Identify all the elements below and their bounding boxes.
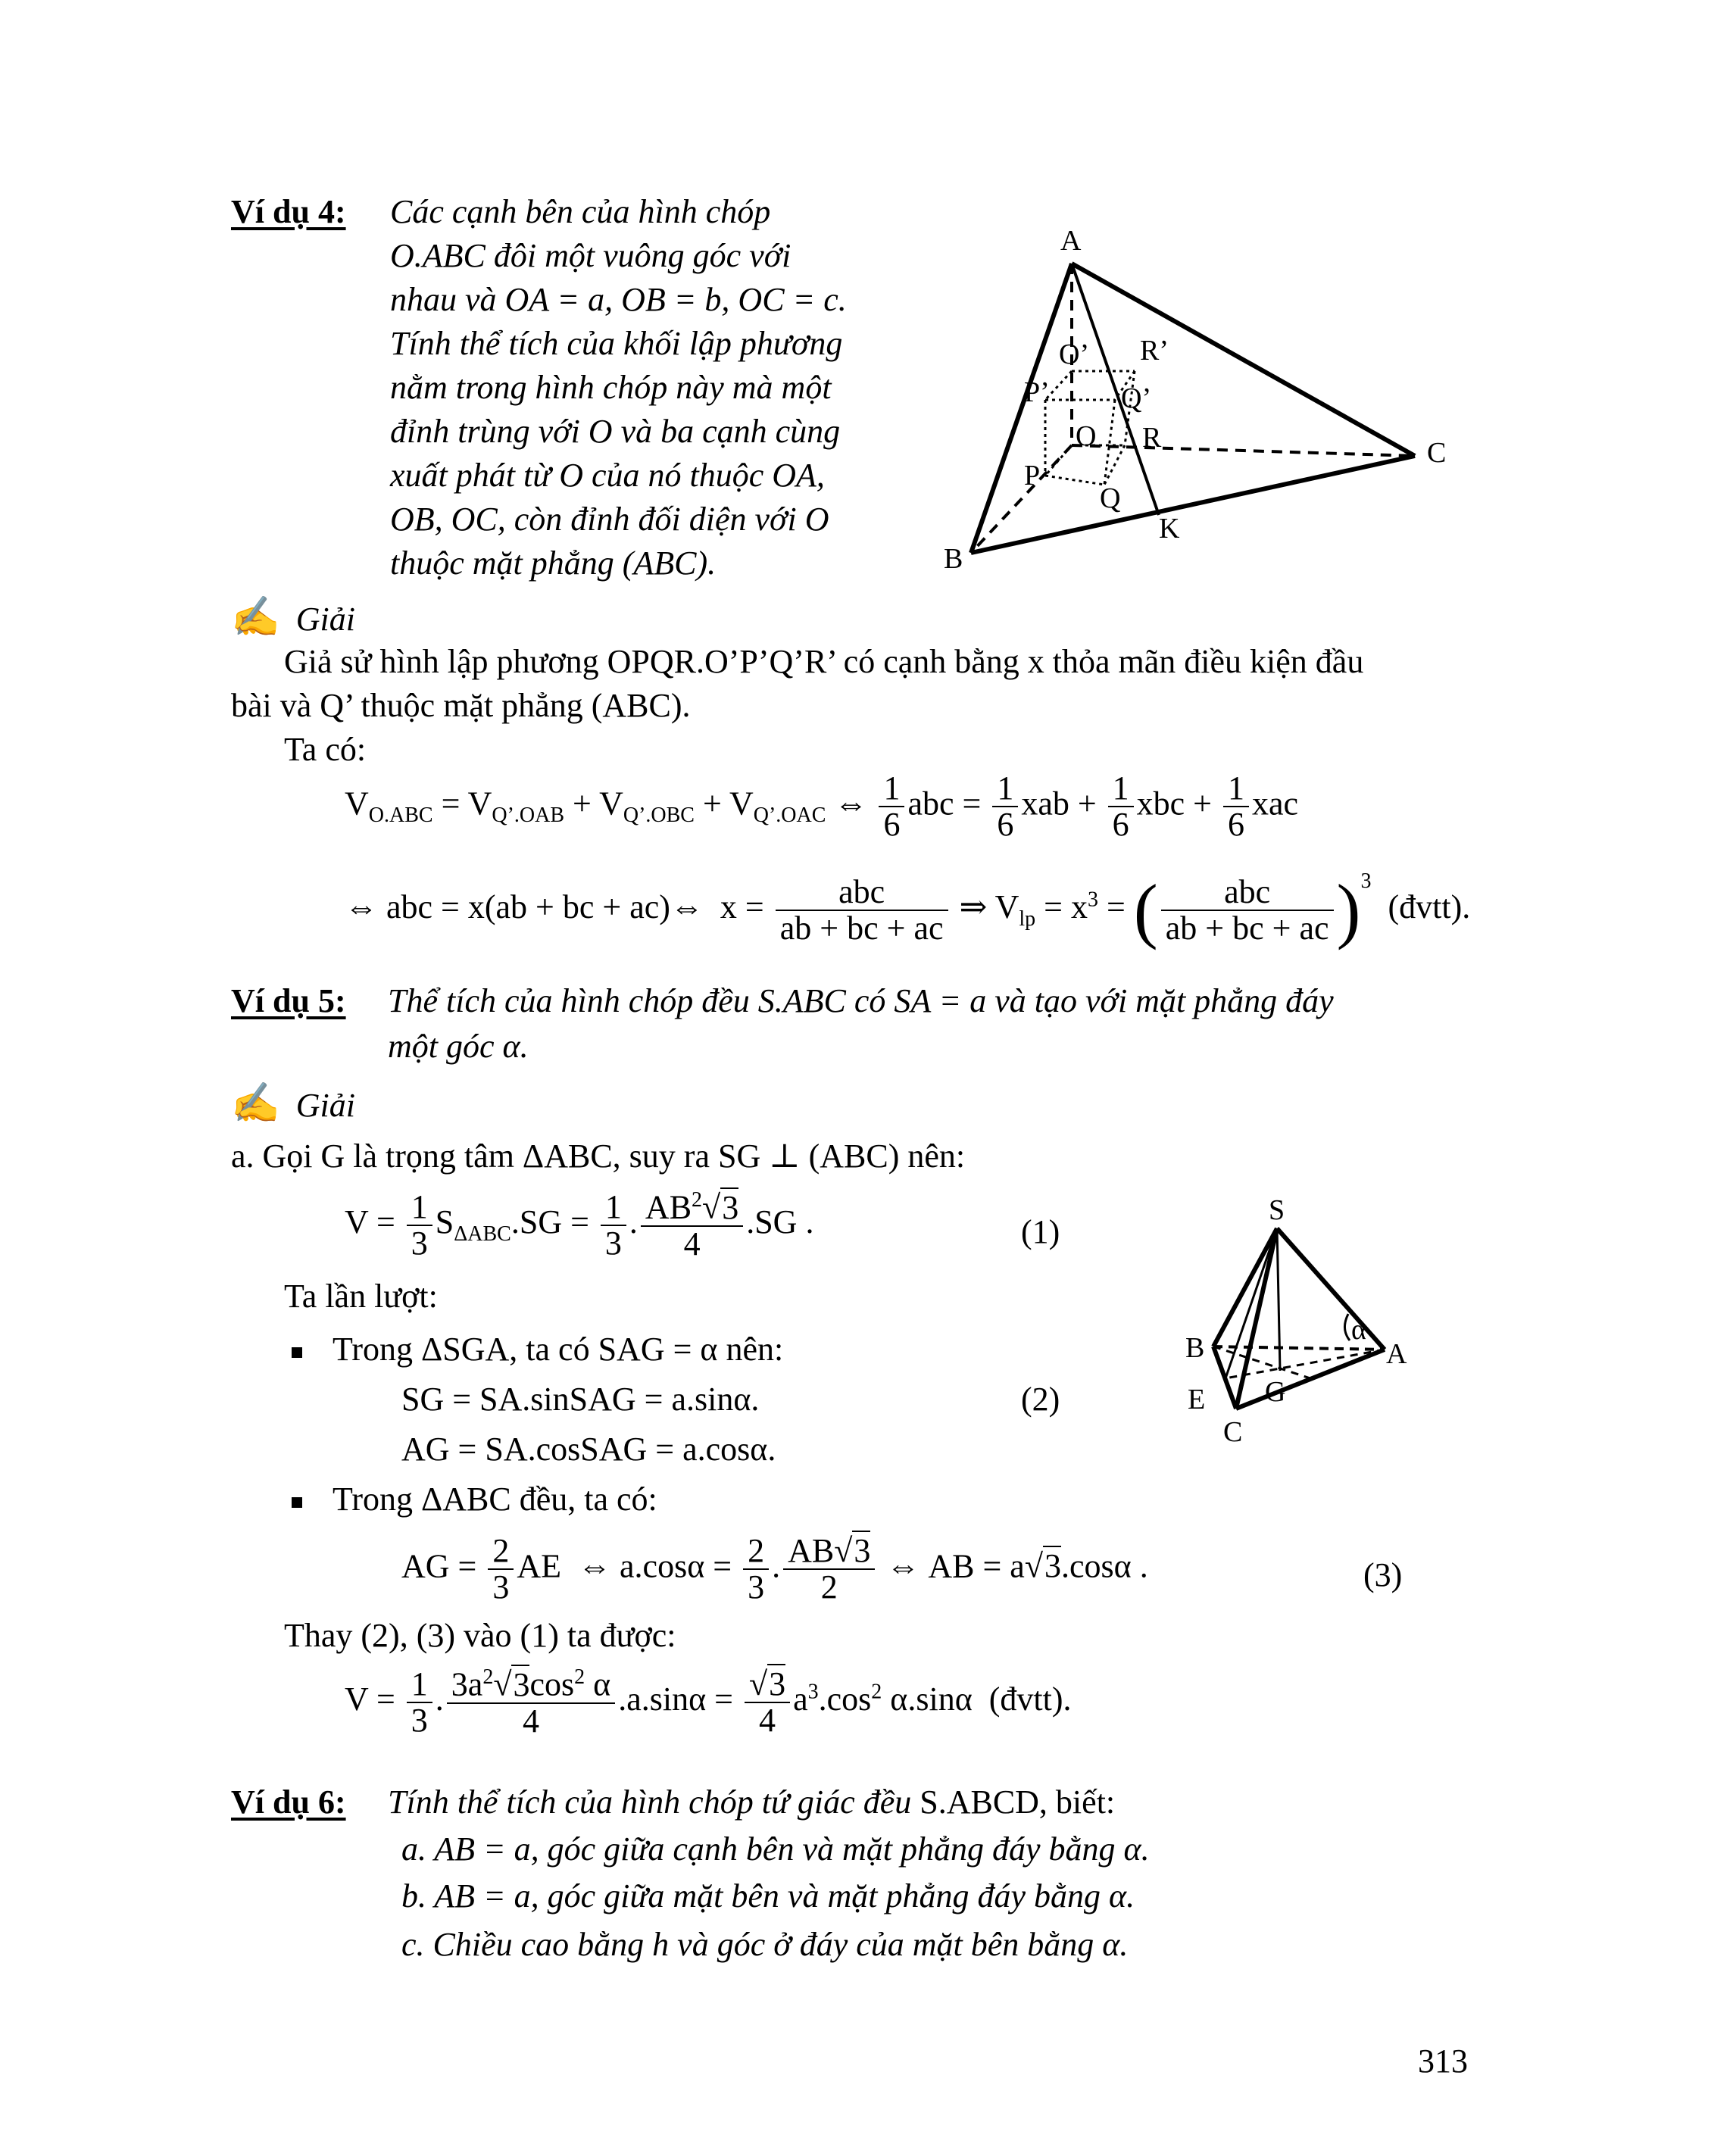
label-Q: Q [1100, 482, 1121, 514]
label-S: S [1269, 1194, 1285, 1226]
ex4-text-line2: O.ABC đôi một vuông góc với [390, 237, 792, 274]
sol5-bullet1: Trong ΔSGA, ta có SAG = α nên: [292, 1333, 783, 1366]
pyramid-cube-figure [932, 220, 1462, 576]
ex4-text-line1: Các cạnh bên của hình chóp [390, 193, 771, 230]
bullet-icon [292, 1347, 302, 1358]
pen-icon: ✍ [231, 596, 280, 639]
sol4-equation2: ⇔ abc = x(ab + bc + ac)⇔ x = $\frac{\text{abc}}{ab + bc + ac}$ ⇒ $V_{lp} = x^3$ = ( $\frac{\text{abc}}{ab + bc + ac}$ )$^3$ (đvtt). [345, 869, 1471, 950]
ex6-item-a: a. AB = a, góc giữa cạnh bên và mặt phẳng đáy bằng α. [401, 1830, 1150, 1868]
equation-number-1: (1) [1021, 1213, 1060, 1250]
equation-number-3: (3) [1363, 1556, 1403, 1593]
label-A: A [1386, 1338, 1407, 1370]
edge-AC [1072, 264, 1415, 456]
sol5-bullet2: Trong ΔABC đều, ta có: [292, 1483, 657, 1516]
pen-icon: ✍ [231, 1082, 280, 1125]
edge-BA [1213, 1347, 1385, 1350]
sol5-a-line: a. Gọi G là trọng tâm ΔABC, suy ra SG ⊥ (ABC) nên: [231, 1137, 966, 1175]
ex4-text-line6: đỉnh trùng với O và ba cạnh cùng [390, 413, 841, 450]
sol5-sg: SG = SA.sinSAG = a.sinα. [401, 1381, 760, 1418]
edge-CA [1236, 1350, 1385, 1409]
label-A: A [1060, 225, 1082, 257]
ex5-text-line1: Thể tích của hình chóp đều S.ABC có SA = a và tạo với mặt phẳng đáy [388, 982, 1334, 1019]
sol4-equation1: $V_{O.ABC} = V_{Q’.OAB} + V_{Q’.OBC} + V_{Q’.OAC}$ ⇔ $\frac{1}{6}$ abc = $\frac{1}{6}$ xab + $\frac{1}{6}$ xbc + $\frac{1}{6}$ xac [345, 769, 1299, 844]
edge-SB [1213, 1228, 1277, 1347]
ex4-text-line5: nằm trong hình chóp này mà một [390, 369, 832, 406]
label-O-prime: O’ [1059, 339, 1090, 370]
ex4-text-line3: nhau và OA = a, OB = b, OC = c. [390, 281, 847, 318]
ex4-text-line7: xuất phát từ O của nó thuộc OA, [390, 457, 825, 494]
ex5-text-line2: một góc α. [388, 1028, 529, 1065]
regular-pyramid-figure [1159, 1189, 1432, 1477]
ex6-item-c: c. Chiều cao bằng h và góc ở đáy của mặt bên bằng α. [401, 1926, 1129, 1963]
solution-5-heading: ✍ Giải [231, 1082, 355, 1125]
label-K: K [1159, 513, 1180, 545]
example-6-label: Ví dụ 6: [231, 1783, 346, 1821]
page-number: 313 [1418, 2042, 1468, 2080]
sol4-para1b: bài và Q’ thuộc mặt phẳng (ABC). [231, 687, 691, 724]
label-G: G [1265, 1376, 1286, 1408]
ex4-text-line9: thuộc mặt phẳng (ABC). [390, 545, 717, 582]
sol5-ta-lan-luot: Ta lần lượt: [284, 1278, 438, 1315]
ex4-text-line4: Tính thể tích của khối lập phương [390, 325, 843, 362]
label-C: C [1427, 437, 1447, 469]
label-C: C [1223, 1416, 1243, 1448]
sol5-ag: AG = SA.cosSAG = a.cosα. [401, 1431, 776, 1468]
label-O: O [1076, 420, 1097, 452]
label-Q-prime: Q’ [1121, 382, 1152, 414]
height-SG [1277, 1228, 1280, 1371]
bullet-icon [292, 1497, 302, 1508]
sol5-volume-formula: V = $\frac{1}{3}$ $S_{\Delta ABC}.SG$ = $\frac{1}{3}$ . $\frac{AB^2√3}{4}$ .SG . [345, 1187, 814, 1262]
example-5-label: Ví dụ 5: [231, 982, 346, 1019]
sol5-ag-formula: AG = $\frac{2}{3}$ AE ⇔ a.cosα = $\frac{2}{3}$ . $\frac{AB√3}{2}$ ⇔ AB = a√3.cosα . [401, 1532, 1148, 1606]
label-P: P [1024, 460, 1041, 492]
label-P-prime: P’ [1024, 376, 1050, 408]
label-R-prime: R’ [1140, 335, 1169, 367]
ex6-intro: Tính thể tích của hình chóp tứ giác đều S.ABCD, biết: [388, 1783, 1116, 1821]
edge-SA [1277, 1228, 1385, 1350]
sol5-thay: Thay (2), (3) vào (1) ta được: [284, 1617, 676, 1654]
angle-arc [1344, 1314, 1350, 1340]
edge-AB [971, 264, 1072, 553]
label-B: B [1185, 1332, 1205, 1364]
sol5-final-formula: V = $\frac{1}{3}$ . $\frac{3a^2√3\cos^2 \alpha}{4}$ .a.sinα = $\frac{√3}{4}$ $a^3.\cos^2$ α.sinα (đvtt). [345, 1665, 1072, 1740]
example-4-label: Ví dụ 4: [231, 193, 346, 230]
label-alpha: α [1351, 1314, 1366, 1346]
solution-4-heading: ✍ Giải [231, 596, 355, 639]
label-E: E [1188, 1384, 1206, 1415]
sol4-para1a: Giả sử hình lập phương OPQR.O’P’Q’R’ có cạnh bằng x thỏa mãn điều kiện đầu [284, 643, 1364, 680]
ex4-text-line8: OB, OC, còn đỉnh đối diện với O [390, 501, 829, 538]
sol4-ta-co: Ta có: [284, 731, 367, 768]
line-SE [1226, 1228, 1277, 1378]
equation-number-2: (2) [1021, 1381, 1060, 1418]
ex6-item-b: b. AB = a, góc giữa mặt bên và mặt phẳng đáy bằng α. [401, 1877, 1135, 1915]
label-R: R [1142, 422, 1162, 454]
label-B: B [944, 543, 963, 575]
